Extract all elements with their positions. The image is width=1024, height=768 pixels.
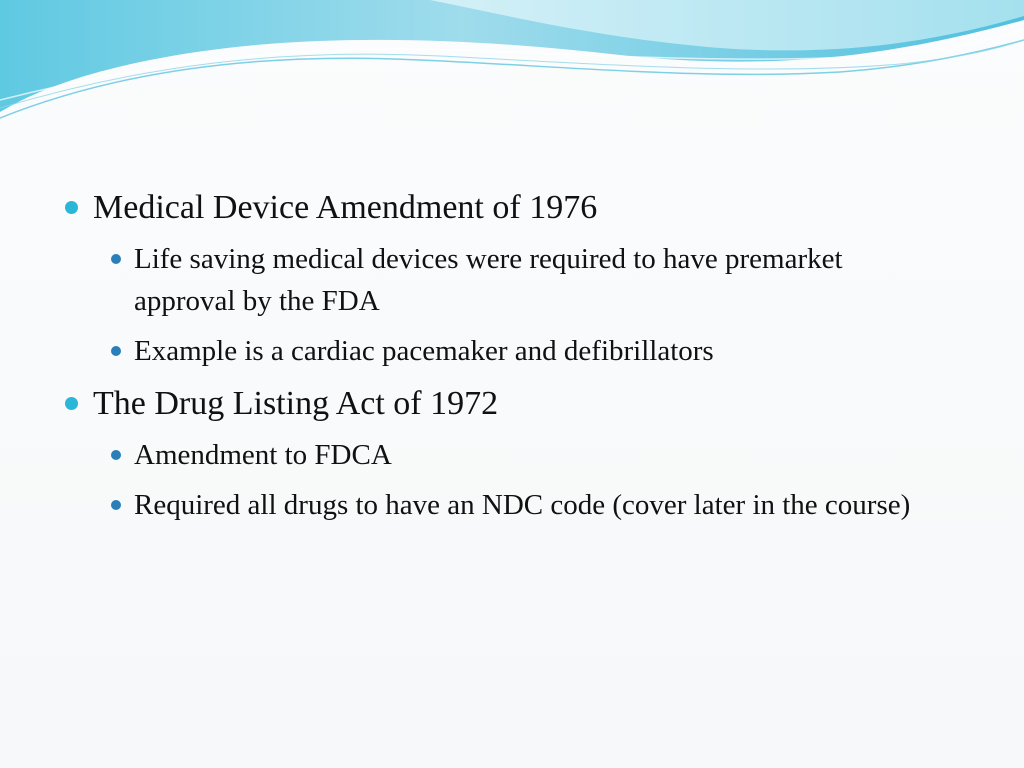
bullet-drug-listing-act xyxy=(62,380,962,428)
sub-bullet-dot-icon xyxy=(111,450,121,460)
bullet-medical-device-amendment xyxy=(62,184,962,232)
sub-bullet-text: Life saving medical devices were required to have premarket approval by the FDA xyxy=(134,243,843,317)
sub-bullet-text: Required all drugs to have an NDC code (cover later in the course) xyxy=(134,489,911,521)
bullet-text: The Drug Listing Act of 1972 xyxy=(93,385,499,422)
sub-bullet-premarket-approval xyxy=(110,238,934,322)
sub-bullet-dot-icon xyxy=(111,500,121,510)
sub-bullet-dot-icon xyxy=(111,346,121,356)
bullet-dot-icon xyxy=(65,397,78,410)
bullet-dot-icon xyxy=(65,201,78,214)
sub-bullet-ndc-code xyxy=(110,484,934,526)
sub-bullet-amendment-fdca xyxy=(110,434,934,476)
sub-bullet-pacemaker-example xyxy=(110,330,934,372)
bullet-list xyxy=(62,184,962,534)
header-wave-decoration xyxy=(0,0,1024,130)
sub-bullet-text: Example is a cardiac pacemaker and defibrillators xyxy=(134,335,714,367)
bullet-text: Medical Device Amendment of 1976 xyxy=(93,189,598,226)
sub-bullet-dot-icon xyxy=(111,254,121,264)
sub-bullet-text: Amendment to FDCA xyxy=(134,439,392,471)
